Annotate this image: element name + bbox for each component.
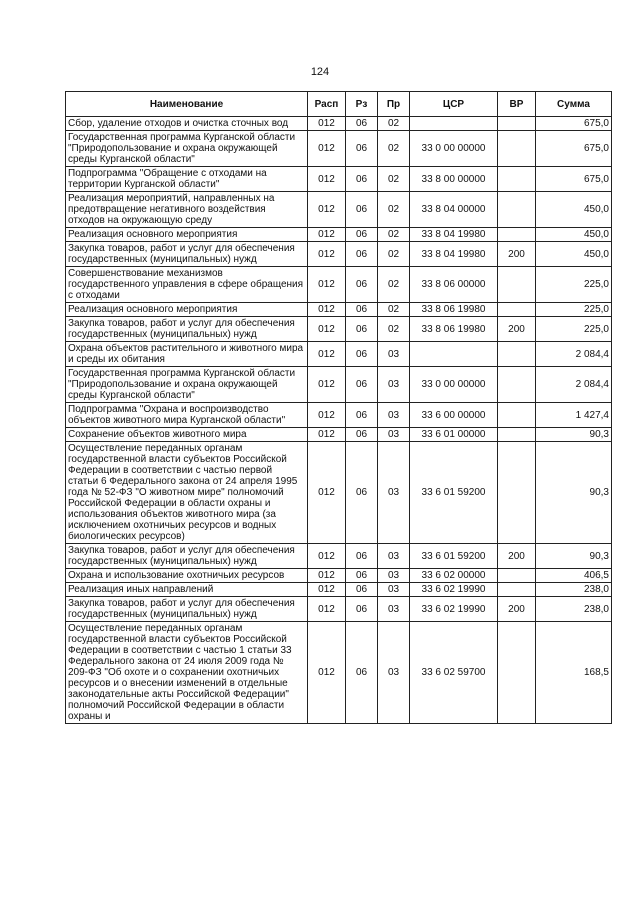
cell-rz: 06: [346, 597, 378, 622]
cell-rasp: 012: [308, 583, 346, 597]
cell-name: Реализация мероприятий, направленных на предотвращение негативного воздействия отходов на окружающую среду: [66, 192, 308, 228]
cell-name: Подпрограмма "Охрана и воспроизводство объектов животного мира Курганской области": [66, 403, 308, 428]
cell-rasp: 012: [308, 597, 346, 622]
cell-rasp: 012: [308, 403, 346, 428]
cell-rasp: 012: [308, 367, 346, 403]
table-row: [66, 428, 612, 442]
cell-vr: [498, 569, 536, 583]
cell-csr: 33 0 00 00000: [410, 131, 498, 167]
cell-sum: 90,3: [536, 442, 612, 544]
cell-rasp: 012: [308, 569, 346, 583]
cell-rz: 06: [346, 583, 378, 597]
cell-rasp: 012: [308, 317, 346, 342]
cell-vr: [498, 303, 536, 317]
table-row: [66, 569, 612, 583]
cell-sum: 406,5: [536, 569, 612, 583]
cell-pr: 03: [378, 583, 410, 597]
cell-name: Охрана объектов растительного и животного мира и среды их обитания: [66, 342, 308, 367]
cell-rasp: 012: [308, 167, 346, 192]
cell-name: Закупка товаров, работ и услуг для обеспечения государственных (муниципальных) нужд: [66, 597, 308, 622]
table-row: [66, 622, 612, 724]
cell-rasp: 012: [308, 622, 346, 724]
cell-rasp: 012: [308, 228, 346, 242]
cell-name: Реализация основного мероприятия: [66, 228, 308, 242]
cell-name: Осуществление переданных органам государственной власти субъектов Российской Федерации в соответствии с частью 1 статьи 33 Федерального закона от 24 июля 2009 года № 209-ФЗ "Об охоте и о сохранении охотничьих ресурсов и о внесении изменений в отдельные законодательные акты Российской Федерации" полномочий Российской Федерации в области охраны и: [66, 622, 308, 724]
cell-vr: 200: [498, 242, 536, 267]
cell-rz: 06: [346, 192, 378, 228]
cell-rz: 06: [346, 622, 378, 724]
table-header-row: [66, 92, 612, 117]
cell-name: Осуществление переданных органам государственной власти субъектов Российской Федерации в соответствии с частью первой статьи 6 Федерального закона от 24 апреля 1995 года № 52-ФЗ "О животном мире" полномочий Российской Федерации в области охраны и использования объектов животного мира (за исключением охотничьих ресурсов и водных биологических ресурсов): [66, 442, 308, 544]
cell-name: Закупка товаров, работ и услуг для обеспечения государственных (муниципальных) нужд: [66, 317, 308, 342]
cell-sum: 238,0: [536, 583, 612, 597]
cell-rasp: 012: [308, 442, 346, 544]
table-row: [66, 242, 612, 267]
cell-vr: 200: [498, 597, 536, 622]
cell-vr: [498, 622, 536, 724]
cell-pr: 03: [378, 569, 410, 583]
cell-csr: 33 6 02 59700: [410, 622, 498, 724]
table-row: [66, 192, 612, 228]
cell-vr: [498, 583, 536, 597]
cell-name: Подпрограмма "Обращение с отходами на территории Курганской области": [66, 167, 308, 192]
cell-sum: 90,3: [536, 544, 612, 569]
cell-name: Государственная программа Курганской области "Природопользование и охрана окружающей среды Курганской области": [66, 131, 308, 167]
table-row: [66, 117, 612, 131]
cell-sum: 2 084,4: [536, 342, 612, 367]
cell-sum: 450,0: [536, 192, 612, 228]
header-rasp: Расп: [308, 92, 346, 117]
cell-rasp: 012: [308, 428, 346, 442]
header-pr: Пр: [378, 92, 410, 117]
cell-csr: 33 6 02 00000: [410, 569, 498, 583]
cell-sum: 90,3: [536, 428, 612, 442]
header-csr: ЦСР: [410, 92, 498, 117]
cell-csr: 33 6 01 00000: [410, 428, 498, 442]
cell-rz: 06: [346, 544, 378, 569]
cell-csr: 33 8 00 00000: [410, 167, 498, 192]
table-row: [66, 544, 612, 569]
cell-pr: 02: [378, 131, 410, 167]
cell-sum: 1 427,4: [536, 403, 612, 428]
cell-rasp: 012: [308, 131, 346, 167]
cell-rz: 06: [346, 367, 378, 403]
table-row: [66, 597, 612, 622]
cell-vr: 200: [498, 317, 536, 342]
cell-rasp: 012: [308, 117, 346, 131]
cell-rasp: 012: [308, 342, 346, 367]
cell-vr: [498, 428, 536, 442]
table-row: [66, 267, 612, 303]
header-vr: ВР: [498, 92, 536, 117]
cell-csr: 33 0 00 00000: [410, 367, 498, 403]
cell-rz: 06: [346, 117, 378, 131]
cell-csr: [410, 342, 498, 367]
cell-rasp: 012: [308, 267, 346, 303]
cell-rz: 06: [346, 267, 378, 303]
table-row: [66, 317, 612, 342]
cell-rz: 06: [346, 569, 378, 583]
cell-pr: 03: [378, 442, 410, 544]
cell-name: Реализация основного мероприятия: [66, 303, 308, 317]
cell-pr: 02: [378, 117, 410, 131]
budget-table: [65, 91, 612, 724]
cell-csr: 33 8 04 19980: [410, 228, 498, 242]
cell-name: Сохранение объектов животного мира: [66, 428, 308, 442]
cell-name: Сбор, удаление отходов и очистка сточных вод: [66, 117, 308, 131]
cell-rz: 06: [346, 403, 378, 428]
cell-vr: [498, 442, 536, 544]
table-row: [66, 228, 612, 242]
cell-vr: [498, 403, 536, 428]
cell-csr: 33 8 04 00000: [410, 192, 498, 228]
cell-sum: 450,0: [536, 228, 612, 242]
cell-name: Государственная программа Курганской области "Природопользование и охрана окружающей среды Курганской области": [66, 367, 308, 403]
cell-rasp: 012: [308, 544, 346, 569]
cell-rz: 06: [346, 317, 378, 342]
header-rz: Рз: [346, 92, 378, 117]
cell-csr: 33 6 00 00000: [410, 403, 498, 428]
cell-rasp: 012: [308, 242, 346, 267]
cell-vr: [498, 192, 536, 228]
table-row: [66, 367, 612, 403]
cell-vr: [498, 367, 536, 403]
page-number: 124: [310, 66, 330, 78]
header-sum: Сумма: [536, 92, 612, 117]
header-name: Наименование: [66, 92, 308, 117]
cell-rz: 06: [346, 303, 378, 317]
cell-sum: 675,0: [536, 117, 612, 131]
cell-csr: 33 8 06 19980: [410, 317, 498, 342]
cell-pr: 03: [378, 544, 410, 569]
table-body: [66, 117, 612, 724]
cell-name: Охрана и использование охотничьих ресурсов: [66, 569, 308, 583]
cell-vr: [498, 267, 536, 303]
cell-rz: 06: [346, 167, 378, 192]
cell-csr: 33 8 06 00000: [410, 267, 498, 303]
cell-pr: 03: [378, 403, 410, 428]
cell-csr: 33 8 04 19980: [410, 242, 498, 267]
cell-sum: 225,0: [536, 267, 612, 303]
cell-name: Закупка товаров, работ и услуг для обеспечения государственных (муниципальных) нужд: [66, 242, 308, 267]
cell-rz: 06: [346, 131, 378, 167]
cell-vr: [498, 342, 536, 367]
cell-sum: 225,0: [536, 303, 612, 317]
cell-name: Закупка товаров, работ и услуг для обеспечения государственных (муниципальных) нужд: [66, 544, 308, 569]
cell-csr: 33 6 02 19990: [410, 583, 498, 597]
cell-sum: 2 084,4: [536, 367, 612, 403]
cell-rz: 06: [346, 228, 378, 242]
cell-rasp: 012: [308, 303, 346, 317]
cell-csr: 33 6 02 19990: [410, 597, 498, 622]
cell-vr: [498, 228, 536, 242]
cell-sum: 675,0: [536, 167, 612, 192]
cell-csr: 33 6 01 59200: [410, 442, 498, 544]
cell-pr: 03: [378, 622, 410, 724]
cell-pr: 03: [378, 342, 410, 367]
table-row: [66, 167, 612, 192]
cell-pr: 03: [378, 428, 410, 442]
cell-sum: 675,0: [536, 131, 612, 167]
cell-csr: 33 8 06 19980: [410, 303, 498, 317]
cell-pr: 02: [378, 228, 410, 242]
cell-rasp: 012: [308, 192, 346, 228]
cell-pr: 02: [378, 267, 410, 303]
table-row: [66, 303, 612, 317]
cell-vr: [498, 117, 536, 131]
cell-rz: 06: [346, 442, 378, 544]
cell-pr: 03: [378, 597, 410, 622]
cell-sum: 450,0: [536, 242, 612, 267]
table-row: [66, 403, 612, 428]
table-row: [66, 442, 612, 544]
cell-csr: 33 6 01 59200: [410, 544, 498, 569]
cell-pr: 02: [378, 167, 410, 192]
cell-pr: 02: [378, 317, 410, 342]
cell-rz: 06: [346, 242, 378, 267]
cell-name: Реализация иных направлений: [66, 583, 308, 597]
cell-rz: 06: [346, 342, 378, 367]
cell-pr: 03: [378, 367, 410, 403]
cell-pr: 02: [378, 303, 410, 317]
cell-csr: [410, 117, 498, 131]
cell-vr: [498, 167, 536, 192]
table-row: [66, 583, 612, 597]
cell-pr: 02: [378, 242, 410, 267]
cell-pr: 02: [378, 192, 410, 228]
cell-rz: 06: [346, 428, 378, 442]
cell-sum: 225,0: [536, 317, 612, 342]
cell-sum: 238,0: [536, 597, 612, 622]
table-row: [66, 131, 612, 167]
cell-sum: 168,5: [536, 622, 612, 724]
cell-vr: 200: [498, 544, 536, 569]
cell-name: Совершенствование механизмов государственного управления в сфере обращения с отходами: [66, 267, 308, 303]
cell-vr: [498, 131, 536, 167]
table-row: [66, 342, 612, 367]
